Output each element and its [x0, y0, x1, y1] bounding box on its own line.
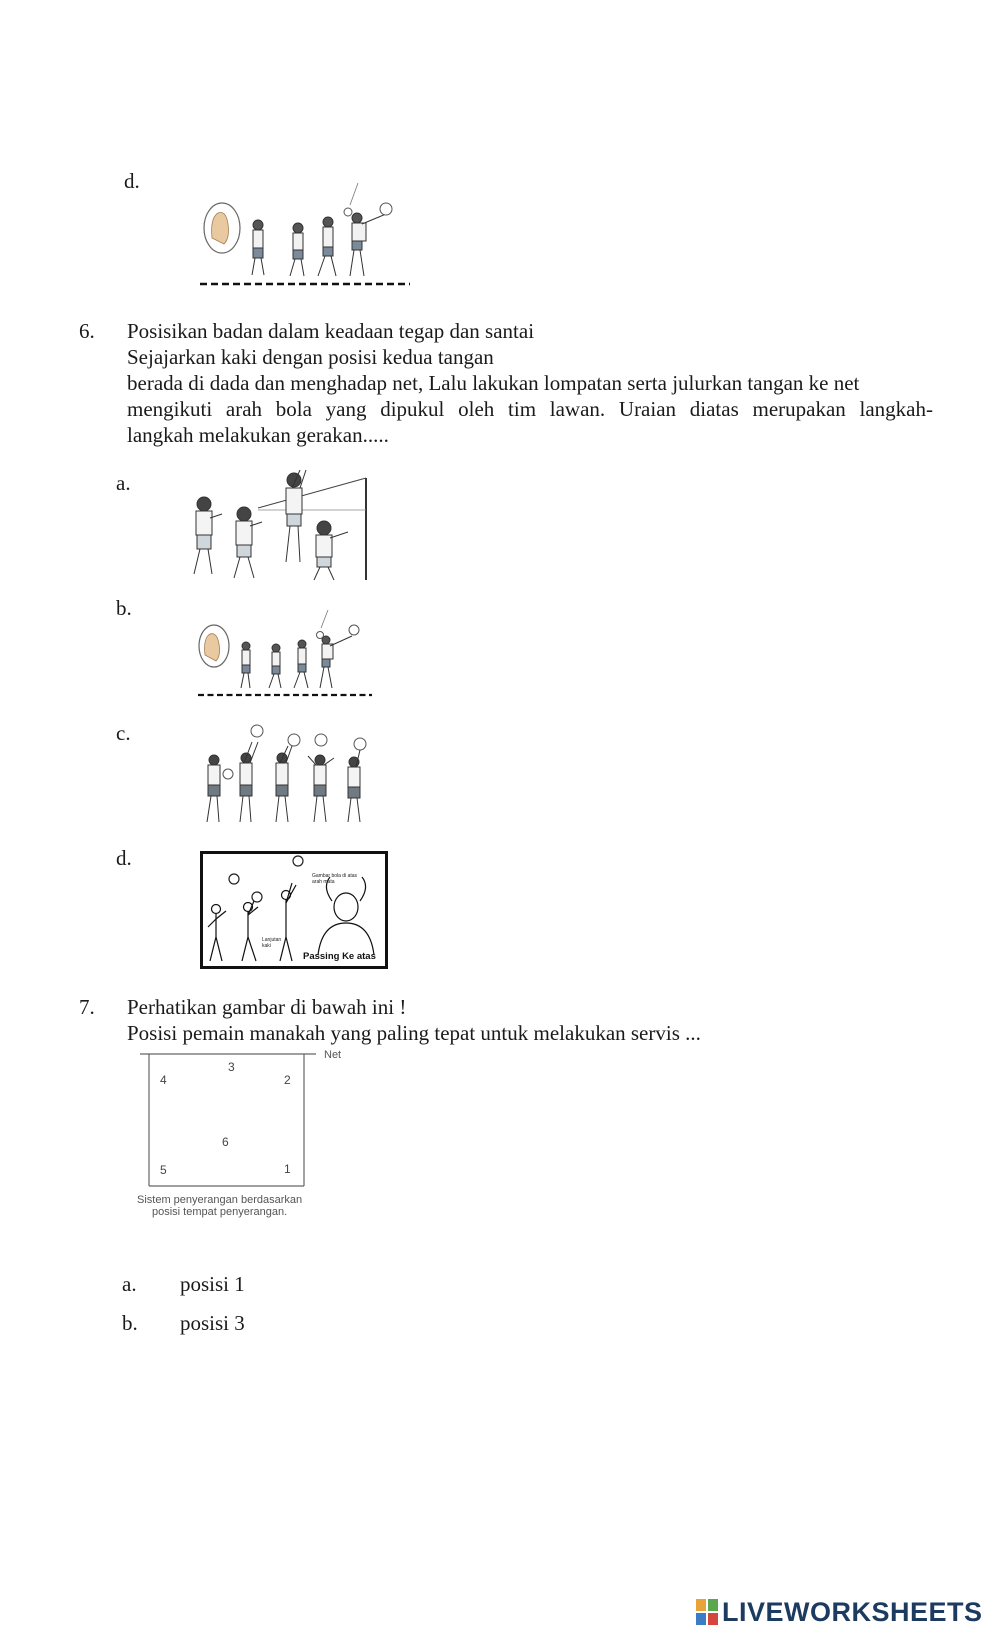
- q6-option-a-label[interactable]: a.: [116, 471, 131, 495]
- court-position-3: 3: [228, 1060, 235, 1074]
- q6-option-c-label[interactable]: c.: [116, 721, 131, 745]
- court-position-6: 6: [222, 1135, 229, 1149]
- overhead-pass-sequence-image: [200, 722, 382, 830]
- q7-option-a-label[interactable]: a.: [122, 1272, 137, 1296]
- court-caption-line-1: Sistem penyerangan berdasarkan: [137, 1194, 303, 1206]
- q7-option-b-label[interactable]: b.: [122, 1311, 138, 1335]
- q7-option-b-text: posisi 3: [180, 1311, 245, 1335]
- court-caption-line-2: posisi tempat penyerangan.: [152, 1206, 288, 1218]
- passing-ke-atas-image: [200, 851, 388, 969]
- q6-option-b-label[interactable]: b.: [116, 596, 132, 620]
- court-position-diagram: [130, 1046, 355, 1226]
- q6-option-d-label[interactable]: d.: [116, 846, 132, 870]
- court-position-1: 1: [284, 1162, 291, 1176]
- question-7-text: [127, 994, 933, 1046]
- svg-text:Gambar bola di atas: Gambar bola di atas: [312, 873, 358, 879]
- q7-option-a-text: posisi 1: [180, 1272, 245, 1296]
- question-7-line-2: Posisi pemain manakah yang paling tepat untuk melakukan servis ...: [127, 1021, 701, 1045]
- court-position-5: 5: [160, 1163, 167, 1177]
- serve-sequence-image-top: [200, 180, 415, 292]
- question-6-line-3: berada di dada dan menghadap net, Lalu lakukan lompatan serta julurkan tangan ke net: [127, 371, 860, 395]
- liveworksheets-logo-text: LIVEWORKSHEETS: [722, 1596, 983, 1627]
- liveworksheets-logo: [696, 1597, 983, 1627]
- question-7-number: 7.: [79, 995, 95, 1019]
- question-6-text: [127, 318, 933, 448]
- net-label: Net: [324, 1049, 342, 1061]
- passing-ke-atas-caption: Passing Ke atas: [303, 951, 376, 962]
- question-6-line-5: langkah melakukan gerakan.....: [127, 423, 389, 447]
- question-6-number: 6.: [79, 319, 95, 343]
- svg-text:arah mata: arah mata: [312, 879, 335, 885]
- serve-sequence-image: [196, 608, 376, 700]
- svg-text:Lanjutan: Lanjutan: [262, 937, 282, 943]
- question-6-line-1: Posisikan badan dalam keadaan tegap dan santai: [127, 319, 535, 343]
- block-jump-sequence-image: [188, 470, 374, 586]
- question-6-line-4: mengikuti arah bola yang dipukul oleh tim lawan. Uraian diatas merupakan langkah-: [127, 397, 933, 421]
- liveworksheets-logo-icon: [696, 1599, 718, 1625]
- option-label-top-d: d.: [124, 169, 140, 193]
- question-6-line-2: Sejajarkan kaki dengan posisi kedua tangan: [127, 345, 494, 369]
- court-position-2: 2: [284, 1073, 291, 1087]
- svg-text:kaki: kaki: [262, 943, 271, 949]
- question-7-line-1: Perhatikan gambar di bawah ini !: [127, 995, 407, 1019]
- court-position-4: 4: [160, 1073, 167, 1087]
